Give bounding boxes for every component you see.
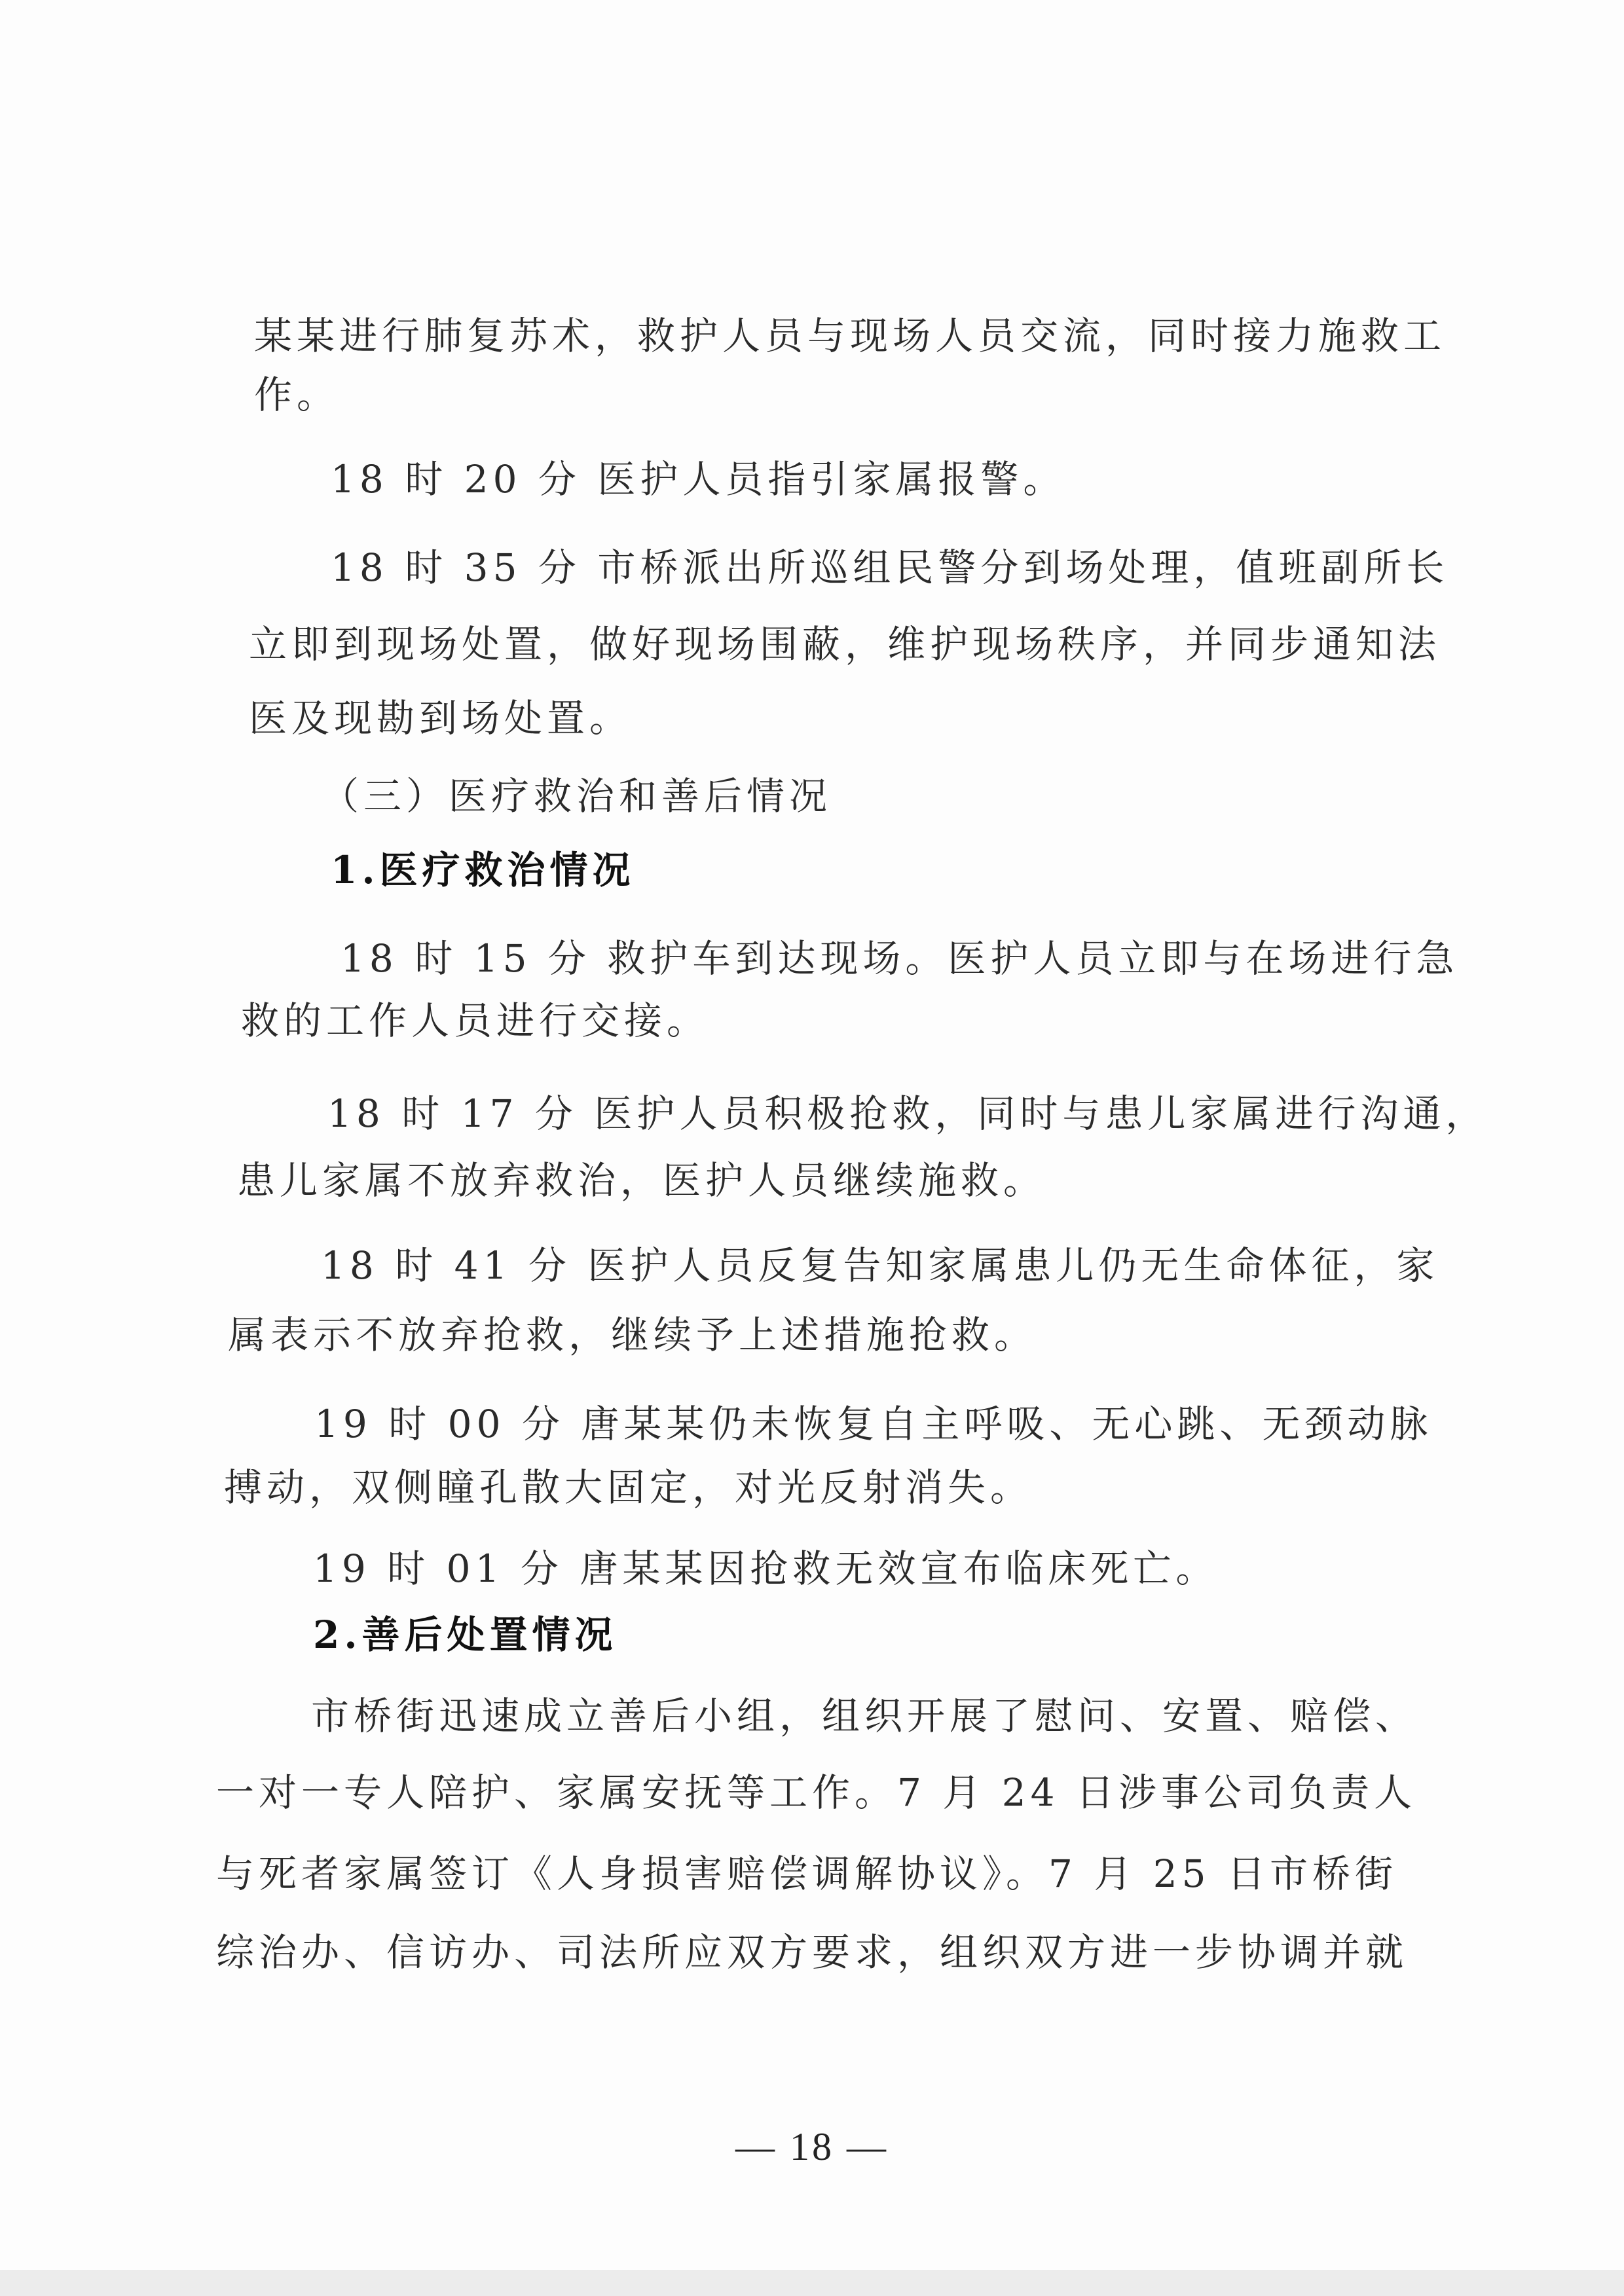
body-text-line: 属表示不放弃抢救，继续予上述措施抢救。 [228,1313,1037,1357]
body-text-line: 19 时 00 分 唐某某仍未恢复自主呼吸、无心跳、无颈动脉 [314,1402,1433,1446]
body-text-line: 某某进行肺复苏术，救护人员与现场人员交流，同时接力施救工 [254,314,1447,358]
body-text-line: 市桥街迅速成立善后小组，组织开展了慰问、安置、赔偿、 [311,1694,1418,1738]
scan-edge [0,2270,1624,2296]
body-text-line: 搏动，双侧瞳孔散大固定，对光反射消失。 [224,1465,1033,1510]
body-text-line: 18 时 17 分 医护人员积极抢救，同时与患儿家属进行沟通， [327,1091,1488,1136]
body-text-line: 医及现勘到场处置。 [249,696,633,740]
body-text-line: 与死者家属签订《人身损害赔偿调解协议》。7 月 25 日市桥街 [216,1851,1398,1896]
page-number: — 18 — [735,2125,889,2168]
body-text-line: 救的工作人员进行交接。 [241,998,710,1043]
body-text-line: 18 时 20 分 医护人员指引家属报警。 [331,457,1066,501]
subsection-heading: 1.医疗救治情况 [331,848,635,892]
body-text-line: 18 时 35 分 市桥派出所巡组民警分到场处理，值班副所长 [331,545,1449,590]
body-text-line: 18 时 41 分 医护人员反复告知家属患儿仍无生命体征，家 [321,1243,1439,1288]
body-text-line: 19 时 01 分 唐某某因抢救无效宣布临床死亡。 [313,1546,1219,1591]
body-text-line: 患儿家属不放弃救治，医护人员继续施救。 [237,1158,1046,1203]
body-text-line: 综治办、信访办、司法所应双方要求，组织双方进一步协调并就 [216,1930,1409,1975]
body-text-line: 18 时 15 分 救护车到达现场。医护人员立即与在场进行急 [341,936,1459,981]
body-text-line: 一对一专人陪护、家属安抚等工作。7 月 24 日涉事公司负责人 [216,1770,1417,1815]
subsection-heading: 2.善后处置情况 [313,1613,618,1657]
body-text-line: 立即到现场处置，做好现场围蔽，维护现场秩序，并同步通知法 [249,622,1441,666]
body-text-line: 作。 [254,373,340,417]
section-heading: （三）医疗救治和善后情况 [321,774,832,818]
